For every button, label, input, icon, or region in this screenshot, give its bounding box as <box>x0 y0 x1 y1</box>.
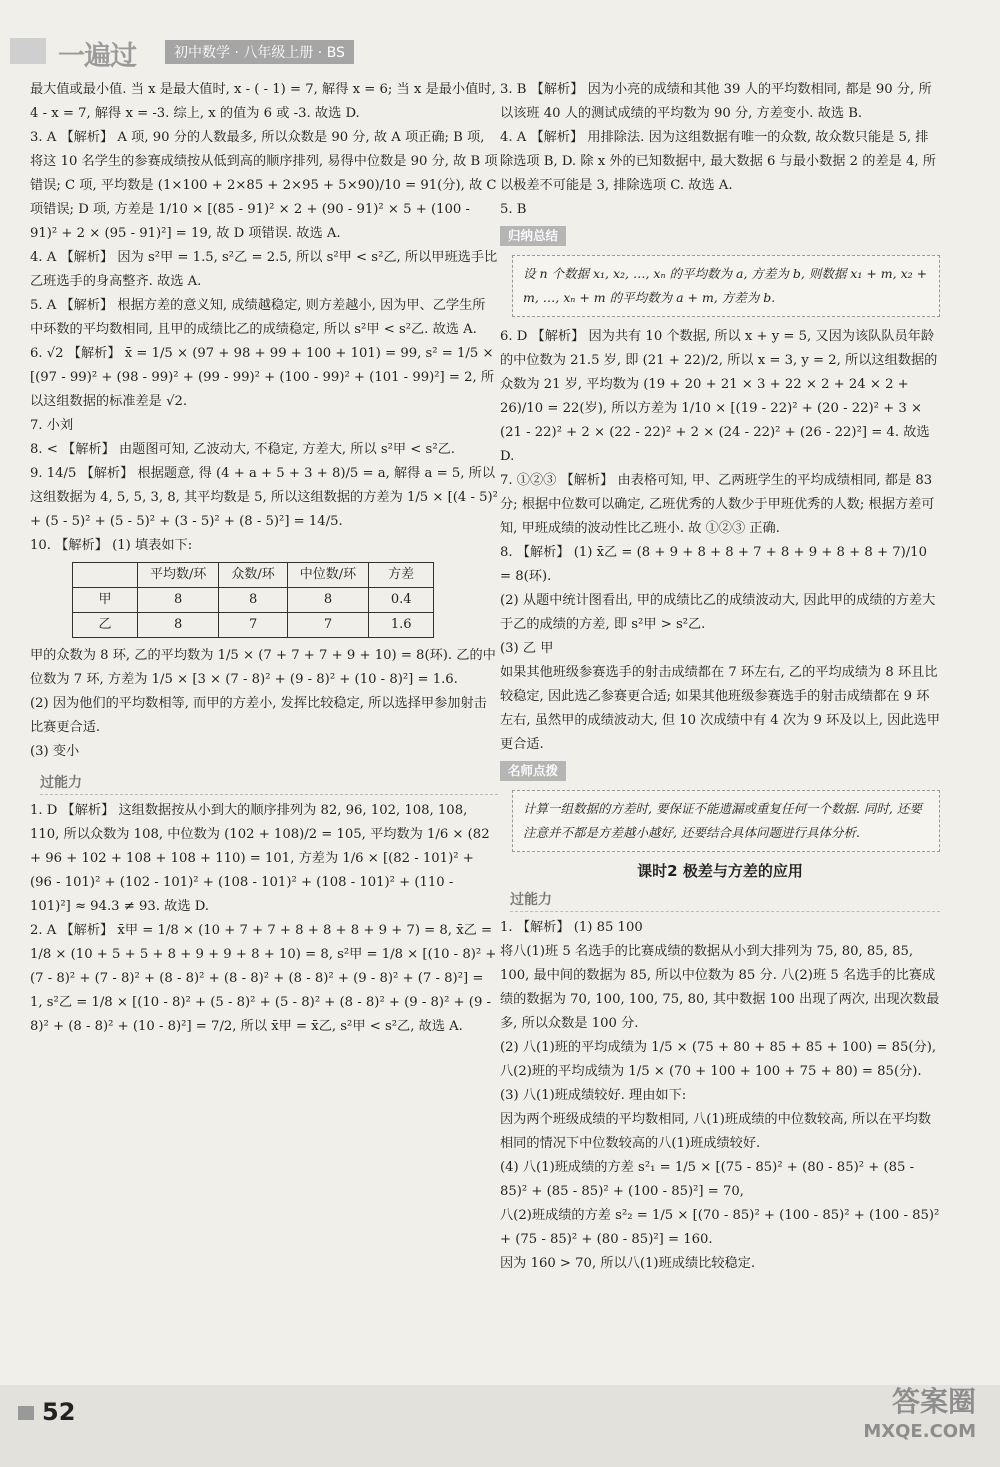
lesson-answer-3-text: 因为两个班级成绩的平均数相同, 八(1)班成绩的中位数较高, 所以在平均数相同的情况下中位数较高的八(1)班成绩较好. <box>500 1112 932 1151</box>
answer-10-part2: (2) 因为他们的平均数相等, 而甲的方差小, 发挥比较稳定, 所以选择甲参加射击比赛更合适. <box>30 696 487 735</box>
answer-4: 4. A 【解析】 因为 s²甲 = 1.5, s²乙 = 2.5, 所以 s²甲 < s²乙, 所以甲班选手比乙班选手的身高整齐. 故选 A. <box>30 250 498 289</box>
answer-10-part3: (3) 变小 <box>30 744 80 759</box>
answer-5: 5. A 【解析】 根据方差的意义知, 成绩越稳定, 则方差越小, 因为甲、乙学生所中环数的平均数相同, 且甲的成绩比乙的成绩稳定, 所以 s²甲 < s²乙. 故选 A. <box>30 298 486 337</box>
answer-6: 6. √2 【解析】 x̄ = 1/5 × (97 + 98 + 99 + 100 + 101) = 99, s² = 1/5 × [(97 - 99)² + (98 - 99)² + (99 - 99)² + (100 - 99)² + (101 - 99)²] = 2, 所以这组数据的标准差是 √2. <box>30 346 495 409</box>
header-tag: 初中数学 · 八年级上册 · BS <box>165 40 354 64</box>
section-heading: 过能力 <box>40 772 498 795</box>
answer-7b: 7. ①②③ 【解析】 由表格可知, 甲、乙两班学生的平均成绩相同, 都是 83 分; 根据中位数可以确定, 乙班优秀的人数少于甲班优秀的人数; 根据方差可知, 甲班成绩的波动性比乙班小. 故 ①②③ 正确. <box>500 473 935 536</box>
lesson-answer-1: 1. 【解析】 (1) 85 100 <box>500 920 643 935</box>
header-mark <box>10 38 46 64</box>
answer-8b-part2: (2) 从题中统计图看出, 甲的成绩比乙的成绩波动大, 因此甲的成绩的方差大于乙的成绩的方差, 即 s²甲 > s²乙. <box>500 593 936 632</box>
table-header-row <box>73 563 434 588</box>
ability-answer-1: 1. D 【解析】 这组数据按从小到大的顺序排列为 82, 96, 102, 108, 108, 110, 所以众数为 108, 中位数为 (102 + 108)/2 = 105, 平均数为 1/6 × (82 + 96 + 102 + 108 + 108 + 110) = 101, 方差为 1/6 × [(82 - 101)² + (96 - 101)² + (102 - 101)² + (108 - 101)² + (108 - 101)² + (110 - 101)²] ≈ 94.3 ≠ 93. 故选 D. <box>30 803 490 914</box>
answer-7: 7. 小刘 <box>30 418 74 433</box>
watermark-text: 答案圈 <box>891 1385 976 1418</box>
table-header: 中位数/环 <box>287 563 368 588</box>
table-cell: 8 <box>138 588 219 613</box>
page-number: 52 <box>42 1398 76 1426</box>
answer-9: 9. 14/5 【解析】 根据题意, 得 (4 + a + 5 + 3 + 8)/5 = a, 解得 a = 5, 所以这组数据为 4, 5, 5, 3, 8, 其平均数是 5, 所以这组数据的方差为 1/5 × [(4 - 5)² + (5 - 5)² + (5 - 5)² + (3 - 5)² + (8 - 5)²] = 14/5. <box>30 466 498 529</box>
lesson-answer-conclusion: 因为 160 > 70, 所以八(1)班成绩比较稳定. <box>500 1256 756 1271</box>
answer-10: 10. 【解析】 (1) 填表如下: <box>30 538 193 553</box>
table-header: 众数/环 <box>219 563 287 588</box>
header <box>0 34 440 72</box>
lesson-answer-3: (3) 八(1)班成绩较好. 理由如下: <box>500 1088 687 1103</box>
table-header: 平均数/环 <box>138 563 219 588</box>
summary-box-title: 归纳总结 <box>500 226 566 246</box>
summary-box: 设 n 个数据 x₁, x₂, …, xₙ 的平均数为 a, 方差为 b, 则数据 x₁ + m, x₂ + m, …, xₙ + m 的平均数为 a + m, 方差为 b. <box>512 255 940 317</box>
table-header: 方差 <box>369 563 434 588</box>
tip-box-title: 名师点拨 <box>500 761 566 781</box>
section-heading: 过能力 <box>510 889 940 912</box>
lesson-title: 课时2 极差与方差的应用 <box>637 862 803 880</box>
table-cell: 乙 <box>73 613 138 638</box>
answer-8b-explain: 如果其他班级参赛选手的射击成绩都在 7 环左右, 乙的平均成绩为 8 环且比较稳定, 因此选乙参赛更合适; 如果其他班级参赛选手的射击成绩都在 9 环左右, 虽然甲的成绩波动大, 但 10 次成绩中有 4 次为 9 环及以上, 因此选甲更合适. <box>500 665 940 752</box>
lesson-answer-2a: (2) 八(1)班的平均成绩为 1/5 × (75 + 80 + 85 + 85 + 100) = 85(分), <box>500 1040 937 1055</box>
watermark-url: MXQE.COM <box>863 1421 976 1442</box>
lesson-answer-2b: 八(2)班的平均成绩为 1/5 × (70 + 100 + 100 + 75 + 80) = 85(分). <box>500 1064 922 1079</box>
stats-table <box>72 562 434 638</box>
right-column <box>500 78 940 1276</box>
answer-8b: 8. 【解析】 (1) x̄乙 = (8 + 9 + 8 + 8 + 7 + 8 + 9 + 8 + 8 + 7)/10 = 8(环). <box>500 545 927 584</box>
lesson-answer-text: 将八(1)班 5 名选手的比赛成绩的数据从小到大排列为 75, 80, 85, 85, 100, 最中间的数据为 85, 所以中位数为 85 分. 八(2)班 5 名选手的比赛成绩的数据为 70, 100, 100, 75, 80, 其中数据 100 出现了两次, 出现次数最多, 所以众数是 100 分. <box>500 944 940 1031</box>
lesson-answer-4a: (4) 八(1)班成绩的方差 s²₁ = 1/5 × [(75 - 85)² + (80 - 85)² + (85 - 85)² + (85 - 85)² + (100 - 85)²] = 70, <box>500 1160 915 1199</box>
lesson-answer-4b: 八(2)班成绩的方差 s²₂ = 1/5 × [(70 - 85)² + (100 - 85)² + (100 - 85)² + (75 - 85)² + (80 - 85)²] = 160. <box>500 1208 940 1247</box>
left-column <box>30 78 498 1039</box>
ability-answer-2: 2. A 【解析】 x̄甲 = 1/8 × (10 + 7 + 7 + 8 + 8 + 8 + 9 + 7) = 8, x̄乙 = 1/8 × (10 + 5 + 5 + 8 + 9 + 9 + 8 + 10) = 8, s²甲 = 1/8 × [(10 - 8)² + (7 - 8)² + (7 - 8)² + (8 - 8)² + (8 - 8)² + (8 - 8)² + (9 - 8)² + (7 - 8)²] = 1, s²乙 = 1/8 × [(10 - 8)² + (5 - 8)² + (5 - 8)² + (8 - 8)² + (9 - 8)² + (9 - 8)² + (8 - 8)² + (10 - 8)²] = 7/2, 所以 x̄甲 = x̄乙, s²甲 < s²乙, 故选 A. <box>30 923 497 1034</box>
page-marker <box>18 1406 34 1420</box>
table-row <box>73 588 434 613</box>
answer-3b: 3. B 【解析】 因为小亮的成绩和其他 39 人的平均数相同, 都是 90 分, 所以该班 40 人的测试成绩的平均数为 90 分, 方差变小. 故选 B. <box>500 82 932 121</box>
answer-6b: 6. D 【解析】 因为共有 10 个数据, 所以 x + y = 5, 又因为该队队员年龄的中位数为 21.5 岁, 即 (21 + 22)/2, 所以 x = 3, y = 2, 所以这组数据的众数为 21 岁, 平均数为 (19 + 20 + 21 × 3 + 22 × 2 + 24 × 2 + 26)/10 = 22(岁), 所以方差为 1/10 × [(19 - 22)² + (20 - 22)² + 3 × (21 - 22)² + 2 × (22 - 22)² + 2 × (24 - 22)² + (26 - 22)²] = 4. 故选 D. <box>500 329 938 464</box>
table-cell: 甲 <box>73 588 138 613</box>
tip-box: 计算一组数据的方差时, 要保证不能遗漏或重复任何一个数据. 同时, 还要注意并不都是方差越小越好, 还要结合具体问题进行具体分析. <box>512 790 940 852</box>
table-cell: 8 <box>219 588 287 613</box>
footer-band <box>0 1385 1000 1467</box>
table-cell: 0.4 <box>369 588 434 613</box>
table-cell: 7 <box>219 613 287 638</box>
table-header <box>73 563 138 588</box>
answer-8: 8. < 【解析】 由题图可知, 乙波动大, 不稳定, 方差大, 所以 s²甲 < s²乙. <box>30 442 455 457</box>
table-cell: 8 <box>138 613 219 638</box>
table-cell: 1.6 <box>369 613 434 638</box>
table-row <box>73 613 434 638</box>
answer-5b: 5. B <box>500 202 527 217</box>
answer-3: 3. A 【解析】 A 项, 90 分的人数最多, 所以众数是 90 分, 故 A 项正确; B 项, 将这 10 名学生的参赛成绩按从低到高的顺序排列, 易得中位数是 90 分, 故 B 项错误; C 项, 平均数是 (1×100 + 2×85 + 2×95 + 5×90)/10 = 91(分), 故 C 项错误; D 项, 方差是 1/10 × [(85 - 91)² × 2 + (90 - 91)² × 5 + (100 - 91)² + 2 × (95 - 91)²] = 19, 故 D 项错误. 故选 A. <box>30 130 498 241</box>
answer-text: 最大值或最小值. 当 x 是最大值时, x - ( - 1) = 7, 解得 x = 6; 当 x 是最小值时, 4 - x = 7, 解得 x = -3. 综上, x 的值为 6 或 -3. 故选 D. <box>30 82 496 121</box>
table-cell: 8 <box>287 588 368 613</box>
watermark <box>863 1387 976 1447</box>
answer-10-text: 甲的众数为 8 环, 乙的平均数为 1/5 × (7 + 7 + 7 + 9 + 10) = 8(环). 乙的中位数为 7 环, 方差为 1/5 × [3 × (7 - 8)² + (9 - 8)² + (10 - 8)²] = 1.6. <box>30 648 496 687</box>
table-cell: 7 <box>287 613 368 638</box>
answer-8b-part3: (3) 乙 甲 <box>500 641 554 656</box>
header-logo: 一遍过 <box>58 41 136 72</box>
answer-4b: 4. A 【解析】 用排除法. 因为这组数据有唯一的众数, 故众数只能是 5, 排除选项 B, D. 除 x 外的已知数据中, 最大数据 6 与最小数据 2 的差是 4, 所以极差不可能是 3, 排除选项 C. 故选 A. <box>500 130 936 193</box>
